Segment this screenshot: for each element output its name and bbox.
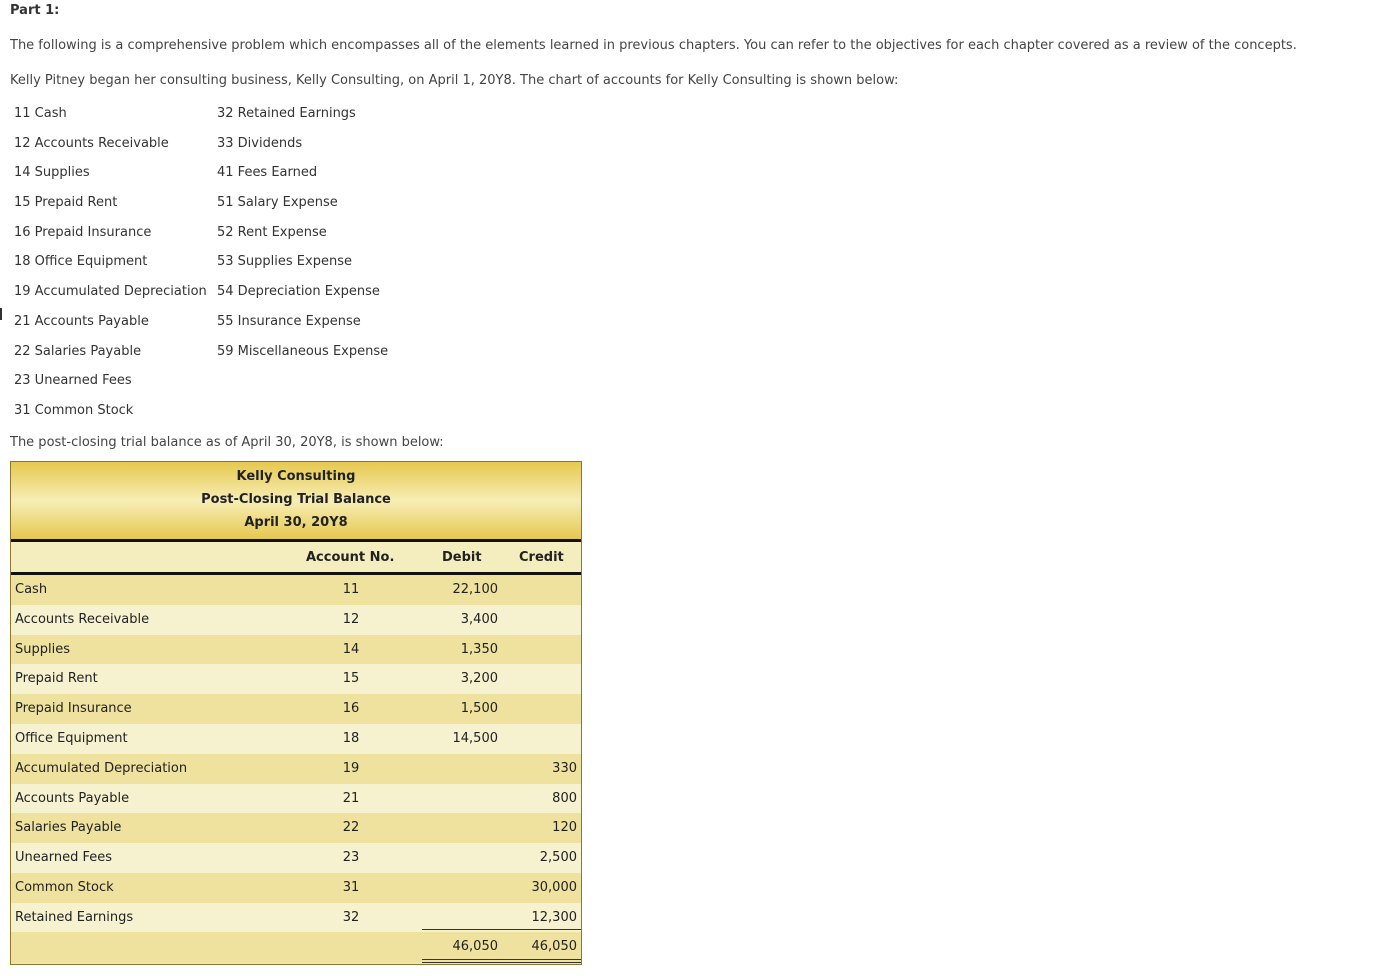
trial-balance-rows xyxy=(11,575,581,933)
account-item: 15 Prepaid Rent xyxy=(14,195,118,211)
debit-header: Debit xyxy=(442,550,482,565)
account-item: 21 Accounts Payable xyxy=(14,313,149,329)
debit-amount: 14,500 xyxy=(452,730,498,746)
account-item: 31 Common Stock xyxy=(14,402,134,418)
account-item: 11 Cash xyxy=(14,106,67,121)
intro-paragraph: The following is a comprehensive problem which encompasses all of the elements learned in previous chapters. You can refer to the objectives for each chapter covered as a review of the concepts. xyxy=(10,38,1297,53)
account-number: 22 xyxy=(342,820,360,836)
credit-amount: 800 xyxy=(552,790,577,806)
account-number: 12 xyxy=(342,611,360,627)
account-item: 12 Accounts Receivable xyxy=(14,135,169,151)
account-item: 23 Unearned Fees xyxy=(14,373,132,389)
statement-title: Post-Closing Trial Balance xyxy=(201,492,391,507)
account-item: 51 Salary Expense xyxy=(217,195,338,211)
total-top-rule xyxy=(422,929,581,930)
credit-header: Credit xyxy=(519,550,564,565)
account-number: 18 xyxy=(342,730,360,746)
account-item: 54 Depreciation Expense xyxy=(217,284,380,300)
table-row xyxy=(11,754,581,784)
totals-row xyxy=(11,932,581,962)
account-name: Accumulated Depreciation xyxy=(15,760,188,776)
debit-total: 46,050 xyxy=(452,939,498,954)
debit-amount: 22,100 xyxy=(452,582,498,597)
table-row xyxy=(11,784,581,814)
credit-amount: 2,500 xyxy=(539,850,577,866)
account-number: 11 xyxy=(342,582,360,597)
credit-amount: 330 xyxy=(552,760,577,776)
statement-date: April 30, 20Y8 xyxy=(244,515,348,530)
account-name: Common Stock xyxy=(15,879,114,895)
account-item: 16 Prepaid Insurance xyxy=(14,224,152,240)
trial-balance-header xyxy=(11,462,581,542)
debit-amount: 1,500 xyxy=(460,701,498,717)
account-name: Salaries Payable xyxy=(15,820,122,836)
accounts-right-column xyxy=(217,106,388,373)
credit-amount: 12,300 xyxy=(531,909,577,925)
trial-balance-table xyxy=(10,461,582,965)
table-row xyxy=(11,575,581,605)
debit-amount: 3,200 xyxy=(460,671,498,687)
account-name: Cash xyxy=(15,582,48,597)
account-number: 32 xyxy=(342,909,360,925)
account-item: 52 Rent Expense xyxy=(217,224,327,240)
account-number: 19 xyxy=(342,760,360,776)
debit-amount: 3,400 xyxy=(460,611,498,627)
background-paragraph: Kelly Pitney began her consulting business, Kelly Consulting, on April 1, 20Y8. The chart of accounts for Kelly Consulting is shown below: xyxy=(10,73,899,88)
trial-balance-intro: The post-closing trial balance as of April 30, 20Y8, is shown below: xyxy=(10,435,444,450)
account-item: 53 Supplies Expense xyxy=(217,254,352,270)
table-row xyxy=(11,605,581,635)
account-item: 14 Supplies xyxy=(14,165,90,181)
account-item: 33 Dividends xyxy=(217,135,303,151)
debit-amount: 1,350 xyxy=(460,641,498,657)
credit-total: 46,050 xyxy=(531,939,577,954)
table-row xyxy=(11,694,581,724)
account-number: 15 xyxy=(342,671,360,687)
account-item: 32 Retained Earnings xyxy=(217,106,356,121)
account-name: Prepaid Rent xyxy=(15,671,98,687)
table-row xyxy=(11,843,581,873)
account-item: 41 Fees Earned xyxy=(217,165,318,181)
table-row xyxy=(11,813,581,843)
account-item: 18 Office Equipment xyxy=(14,254,148,270)
account-no-header: Account No. xyxy=(306,550,395,565)
account-item: 22 Salaries Payable xyxy=(14,343,142,359)
account-name: Accounts Payable xyxy=(15,790,130,806)
account-item: 55 Insurance Expense xyxy=(217,313,361,329)
margin-mark xyxy=(0,308,2,320)
account-name: Unearned Fees xyxy=(15,850,112,866)
account-number: 21 xyxy=(342,790,360,806)
credit-amount: 120 xyxy=(552,820,577,836)
part-title: Part 1: xyxy=(10,3,60,18)
table-row xyxy=(11,724,581,754)
table-row xyxy=(11,873,581,903)
account-name: Retained Earnings xyxy=(15,909,134,925)
account-number: 14 xyxy=(342,641,360,657)
account-name: Supplies xyxy=(15,641,70,657)
accounts-left-column xyxy=(14,106,207,433)
company-name: Kelly Consulting xyxy=(236,469,356,484)
account-number: 23 xyxy=(342,850,360,866)
account-item: 59 Miscellaneous Expense xyxy=(217,343,389,359)
total-double-rule xyxy=(422,962,581,963)
account-number: 31 xyxy=(342,879,360,895)
credit-amount: 30,000 xyxy=(531,879,577,895)
account-name: Prepaid Insurance xyxy=(15,701,132,717)
column-headers xyxy=(11,542,581,575)
account-number: 16 xyxy=(342,701,360,717)
table-row xyxy=(11,635,581,665)
account-name: Office Equipment xyxy=(15,730,128,746)
account-name: Accounts Receivable xyxy=(15,611,150,627)
table-row xyxy=(11,664,581,694)
account-item: 19 Accumulated Depreciation xyxy=(14,284,207,300)
total-double-rule xyxy=(422,959,581,960)
